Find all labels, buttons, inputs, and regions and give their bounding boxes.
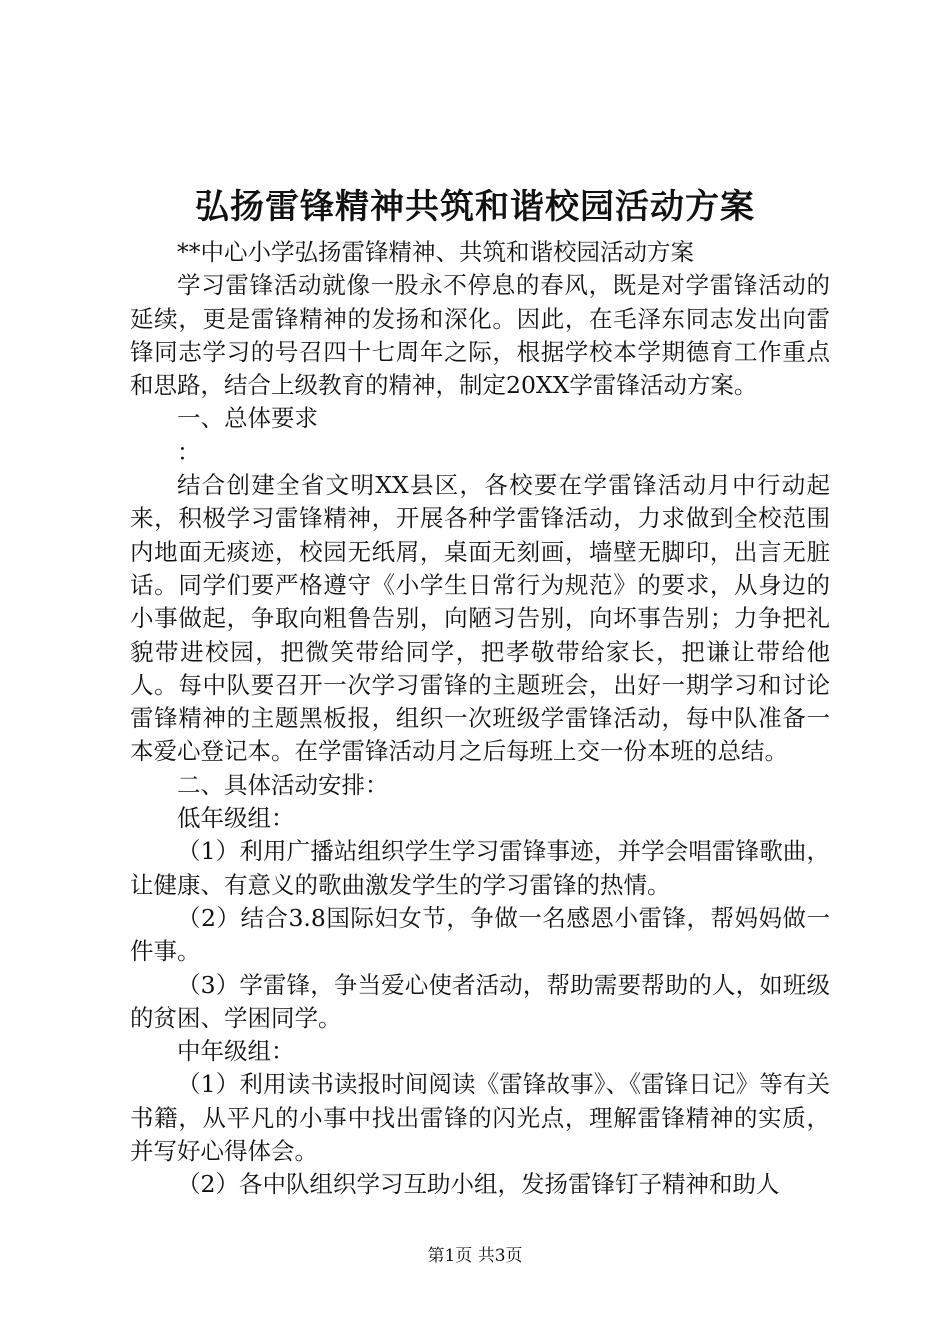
middle-item-2: （2）各中队组织学习互助小组，发扬雷锋钉子精神和助人 xyxy=(177,1170,780,1199)
intro-paragraph: 学习雷锋活动就像一股永不停息的春风，既是对学雷锋活动的延续，更是雷锋精神的发扬和深化。因此，在毛泽东同志发出向雷锋同志学习的号召四十七周年之际，根据学校本学期德育工作重点和思路，结合上级教育的精神，制定20XX学雷锋活动方案。 xyxy=(130,271,830,400)
middle-item-1: （1）利用读书读报时间阅读《雷锋故事》、《雷锋日记》等有关书籍，从平凡的小事中找出雷锋的闪光点，理解雷锋精神的实质，并写好心得体会。 xyxy=(130,1070,830,1166)
subtitle-paragraph: **中心小学弘扬雷锋精神、共筑和谐校园活动方案 xyxy=(177,238,694,266)
document-title: 弘扬雷锋精神共筑和谐校园活动方案 xyxy=(195,187,755,227)
group-heading-middle: 中年级组： xyxy=(177,1037,295,1066)
colon-line: ： xyxy=(177,437,201,466)
page-footer: 第1页 共3页 xyxy=(427,1246,523,1266)
document-body xyxy=(130,236,830,1202)
group-heading-lower: 低年级组： xyxy=(177,804,295,833)
general-requirements-paragraph: 结合创建全省文明XX县区，各校要在学雷锋活动月中行动起来，积极学习雷锋精神，开展各种学雷锋活动，力求做到全校范围内地面无痰迹，校园无纸屑，桌面无刻画，墙壁无脚印，出言无脏话。同学们要严格遵守《小学生日常行为规范》的要求，从身边的小事做起，争取向粗鲁告别，向陋习告别，向坏事告别；力争把礼貌带进校园，把微笑带给同学，把孝敬带给家长，把谦让带给他人。每中队要召开一次学习雷锋的主题班会，出好一期学习和讨论雷锋精神的主题黑板报，组织一次班级学雷锋活动，每中队准备一本爱心登记本。在学雷锋活动月之后每班上交一份本班的总结。 xyxy=(130,471,830,766)
lower-item-2: （2）结合3.8国际妇女节，争做一名感恩小雷锋，帮妈妈做一件事。 xyxy=(130,903,830,966)
section-heading-activities: 二、具体活动安排： xyxy=(177,770,389,799)
section-heading-general: 一、总体要求 xyxy=(177,404,318,433)
lower-item-3: （3）学雷锋，争当爱心使者活动，帮助需要帮助的人，如班级的贫困、学困同学。 xyxy=(130,970,830,1032)
lower-item-1: （1）利用广播站组织学生学习雷锋事迹，并学会唱雷锋歌曲，让健康、有意义的歌曲激发学生的学习雷锋的热情。 xyxy=(130,837,830,899)
